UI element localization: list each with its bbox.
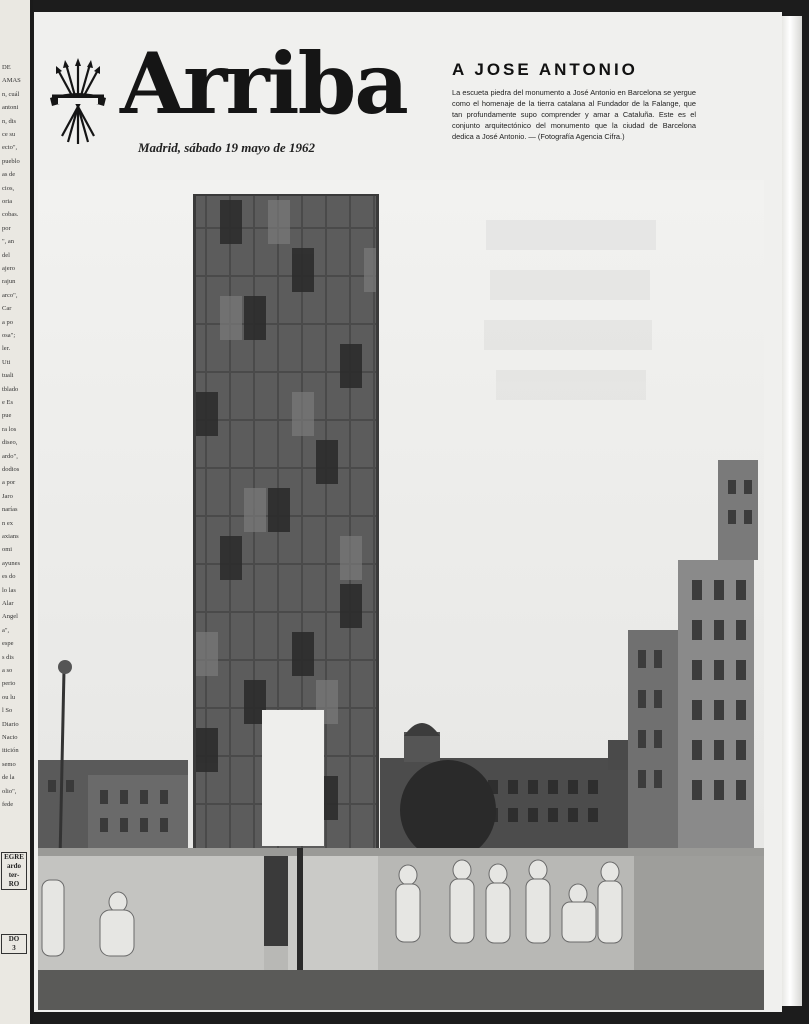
binding-box-line: RO (8, 880, 20, 888)
binding-text-fragment: ardo", (2, 452, 18, 460)
binding-text-fragment: tblado (2, 385, 19, 393)
binding-text-fragment: a so (2, 667, 13, 674)
binding-text-fragment: Angel (2, 613, 18, 621)
binding-text-fragment: semo (2, 760, 16, 768)
binding-text-fragment: antoni (2, 104, 19, 112)
binding-text-fragment: a", (2, 626, 10, 634)
binding-text-fragment: es do (2, 573, 16, 581)
binding-box-line: EGRE (4, 853, 24, 861)
binding-text-fragment: ra los (2, 425, 17, 433)
binding-text-fragment: n, cuál (2, 90, 20, 98)
masthead-dateline: Madrid, sábado 19 mayo de 1962 (138, 140, 315, 155)
binding-text-fragment: omi (2, 546, 13, 554)
binding-text-fragment: n ex (2, 519, 14, 527)
binding-text-fragment: Car (2, 305, 12, 313)
binding-text-fragment: de la (2, 774, 15, 782)
binding-text-fragment: Jaro (2, 492, 13, 500)
binding-text-fragment: fede (2, 801, 14, 808)
binding-text-fragment: as de (2, 171, 16, 179)
binding-text-fragment: pue (2, 412, 12, 420)
binding-text-fragment: osa"; (2, 332, 16, 339)
binding-text-fragment: dodios (2, 466, 20, 473)
binding-text-fragment: ", an (2, 238, 15, 246)
monument-photograph (38, 180, 764, 1010)
binding-text-fragment: arco", (2, 291, 18, 299)
binding-text-fragment: ayunes (2, 559, 21, 567)
article-headline: A JOSE ANTONIO (452, 60, 638, 79)
binding-box-line: ter- (8, 871, 20, 879)
binding-box (1, 852, 27, 890)
binding-text-fragment: oria (2, 198, 13, 205)
binding-text-fragment: AMAS (2, 77, 21, 85)
binding-text-fragment: olio", (2, 787, 17, 795)
binding-text-fragment: ajero (2, 265, 15, 272)
binding-box-line: DO (8, 935, 20, 943)
binding-text-fragment: ce su (2, 131, 16, 138)
binding-text-fragment: ler. (2, 345, 11, 353)
binding-box-line: 3 (12, 944, 16, 952)
binding-text-fragment: itición (2, 747, 19, 755)
binding-text-fragment: l So (2, 707, 13, 715)
binding-text-fragment: a por (2, 479, 16, 487)
binding-text-fragment: Nacio (2, 734, 18, 741)
binding-text-fragment: perio (2, 680, 16, 688)
binding-text-fragment: cios, (2, 184, 15, 192)
masthead-title: Arriba (120, 34, 407, 133)
binding-text-fragment: ecto", (2, 144, 18, 152)
binding-box (1, 934, 27, 954)
binding-text-fragment: del (2, 251, 10, 259)
binding-text-fragment: espe (2, 640, 14, 648)
binding-text-fragment: Diario (2, 720, 19, 728)
binding-text-fragment: Uti (2, 358, 11, 366)
binding-text-fragment: Alar (2, 600, 14, 607)
previous-page-binding (0, 0, 33, 1024)
binding-text-fragment: narías (2, 506, 18, 514)
binding-text-fragment: lo las (2, 586, 16, 594)
article-caption: La escueta piedra del monumento a José Antonio en Barcelona se yergue como el homenaje de la tierra catalana al Fundador de la Falange, que tan profundamente supo comprender y amar a Cataluña. Este es el conjunto arquitectónico del monumento que la ciudad de Barcelona dedica a José Antonio. — (Fotografía Agencia Cifra.) (452, 88, 696, 141)
binding-text-fragment: e Es (2, 399, 14, 406)
binding-text-fragment: rajun (2, 278, 16, 286)
yoke-and-arrows-emblem (48, 58, 108, 148)
binding-text-fragment: a po (2, 318, 14, 326)
binding-text-fragment: n, dis (2, 117, 17, 125)
binding-text-fragment: diseo, (2, 439, 18, 447)
binding-text-fragment: por (2, 224, 11, 232)
binding-text-fragment: cobas. (2, 211, 19, 219)
binding-text-fragment: tuali (2, 372, 14, 380)
binding-text-fragment: ou lu (2, 693, 16, 701)
binding-text-fragment: DE (2, 64, 11, 71)
binding-text-fragment: pueblo (2, 157, 20, 165)
binding-text-fragment: s dis (2, 653, 14, 661)
binding-box-line: ardo (7, 862, 21, 870)
page-stack-edge (782, 16, 802, 1006)
binding-text-fragment: axians (2, 533, 19, 540)
